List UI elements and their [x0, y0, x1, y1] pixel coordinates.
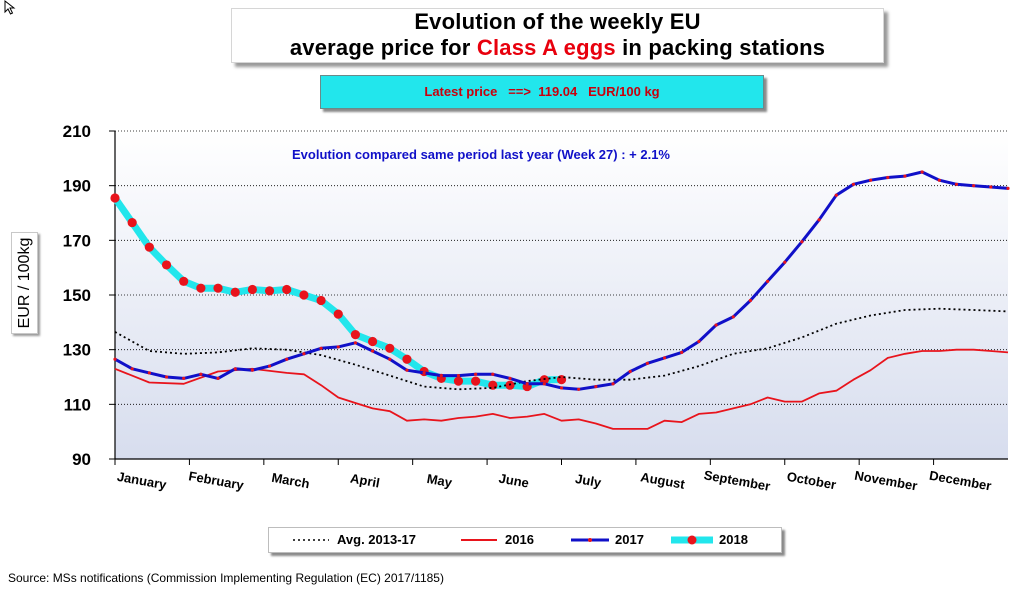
legend [268, 527, 782, 553]
chart-title-highlight: Class A eggs [476, 35, 616, 60]
series-2017-point [216, 377, 219, 380]
y-tick-label: 170 [62, 231, 91, 251]
series-2017-point [886, 176, 889, 179]
legend-label-2016: 2016 [505, 532, 534, 547]
arrow-cursor-icon [4, 0, 18, 16]
x-tick-label: June [497, 470, 531, 491]
x-tick-label: November [853, 467, 919, 494]
series-2017-point [302, 352, 305, 355]
series-2018-point [299, 290, 308, 299]
series-2017-point [663, 356, 666, 359]
legend-swatch-avg [291, 528, 331, 552]
series-2017-point [457, 374, 460, 377]
series-2017-point [646, 362, 649, 365]
series-2018-point [471, 377, 480, 386]
series-2017-point [732, 315, 735, 318]
series-2017-point [817, 218, 820, 221]
chart-title-line2-prefix: average price for [289, 35, 477, 60]
series-2017-point [783, 261, 786, 264]
series-2017-point [165, 375, 168, 378]
chart-title-line1: Evolution of the weekly EU [414, 9, 701, 34]
series-2018-point [385, 344, 394, 353]
series-2017-point [440, 374, 443, 377]
y-tick-label: 190 [62, 176, 91, 196]
series-2018-point [368, 337, 377, 346]
series-2017-point [474, 373, 477, 376]
source-note: Source: MSs notifications (Commission Implementing Regulation (EC) 2017/1185) [8, 571, 444, 585]
series-2017-point [148, 371, 151, 374]
series-2017-point [199, 373, 202, 376]
y-tick-label: 150 [62, 286, 91, 305]
latest-price-banner: Latest price ==> 119.04 EUR/100 kg [320, 75, 764, 109]
series-2017-point [423, 371, 426, 374]
series-2017-point [594, 385, 597, 388]
series-2017-point [113, 358, 116, 361]
series-2018-point [402, 355, 411, 364]
series-2018-point [282, 285, 291, 294]
series-2017-point [697, 340, 700, 343]
series-2018-point [265, 286, 274, 295]
series-2017-point [903, 175, 906, 178]
series-2018-point [351, 330, 360, 339]
series-2017-point [972, 184, 975, 187]
series-2017-point [680, 351, 683, 354]
x-tick-label: September [702, 467, 772, 494]
series-2017-point [319, 347, 322, 350]
legend-label-2018: 2018 [719, 532, 748, 547]
series-2017-point [1006, 187, 1009, 190]
series-2017-point [388, 358, 391, 361]
series-2017-point [285, 358, 288, 361]
series-2017-point [938, 179, 941, 182]
series-2017-point [749, 299, 752, 302]
series-2017-point [251, 369, 254, 372]
x-tick-label: October [785, 468, 838, 493]
series-2018-point [179, 277, 188, 286]
series-2018-point [454, 377, 463, 386]
series-2017-point [869, 179, 872, 182]
series-2017-point [354, 341, 357, 344]
x-tick-label: January [115, 468, 168, 493]
y-tick-label: 210 [62, 122, 91, 141]
series-2017-point [405, 369, 408, 372]
chart-title-line2-suffix: in packing stations [615, 35, 826, 60]
series-2017-point [543, 382, 546, 385]
legend-label-2017: 2017 [615, 532, 644, 547]
series-2017-point [955, 183, 958, 186]
x-tick-label: August [639, 469, 687, 492]
x-tick-label: February [187, 468, 245, 493]
legend-swatch-2018 [669, 528, 715, 552]
y-tick-label: 110 [63, 395, 91, 415]
y-tick-label: 130 [62, 340, 91, 360]
series-2018-point [213, 284, 222, 293]
series-2018-point [196, 284, 205, 293]
series-2017-point [131, 367, 134, 370]
series-2018-point [231, 288, 240, 297]
series-2018-point [128, 218, 137, 227]
series-2018-point [145, 243, 154, 252]
series-2018-point [110, 193, 119, 202]
x-tick-label: April [349, 470, 381, 491]
series-2017-point [989, 185, 992, 188]
series-2017-point [371, 349, 374, 352]
series-2017-point [852, 183, 855, 186]
series-2017-point [714, 323, 717, 326]
series-2017-point [234, 367, 237, 370]
series-2018-point [316, 296, 325, 305]
series-2017-point [182, 377, 185, 380]
x-tick-label: December [928, 467, 993, 494]
legend-swatch-2016 [459, 528, 499, 552]
series-2017-point [921, 170, 924, 173]
y-tick-label: 90 [72, 450, 91, 469]
series-2018-point [162, 260, 171, 269]
series-2017-point [611, 382, 614, 385]
chart-annotation: Evolution compared same period last year (Week 27) : + 2.1% [292, 147, 670, 162]
y-axis-label: EUR / 100kg [15, 237, 33, 329]
series-2018-point [248, 285, 257, 294]
series-2017-point [800, 240, 803, 243]
legend-label-avg: Avg. 2013-17 [337, 532, 417, 547]
series-2017-point [337, 345, 340, 348]
x-tick-label: May [425, 470, 454, 491]
series-2017-point [560, 386, 563, 389]
series-2017-point [577, 388, 580, 391]
x-tick-label: March [270, 469, 311, 492]
legend-swatch-2017 [569, 528, 611, 552]
series-2017-point [491, 373, 494, 376]
x-tick-label: July [574, 470, 603, 491]
series-2018-point [334, 310, 343, 319]
series-2017-point [835, 194, 838, 197]
series-2017-point [268, 364, 271, 367]
series-2017-point [629, 370, 632, 373]
series-2017-point [766, 280, 769, 283]
series-2017-point [526, 382, 529, 385]
series-2017-point [508, 377, 511, 380]
